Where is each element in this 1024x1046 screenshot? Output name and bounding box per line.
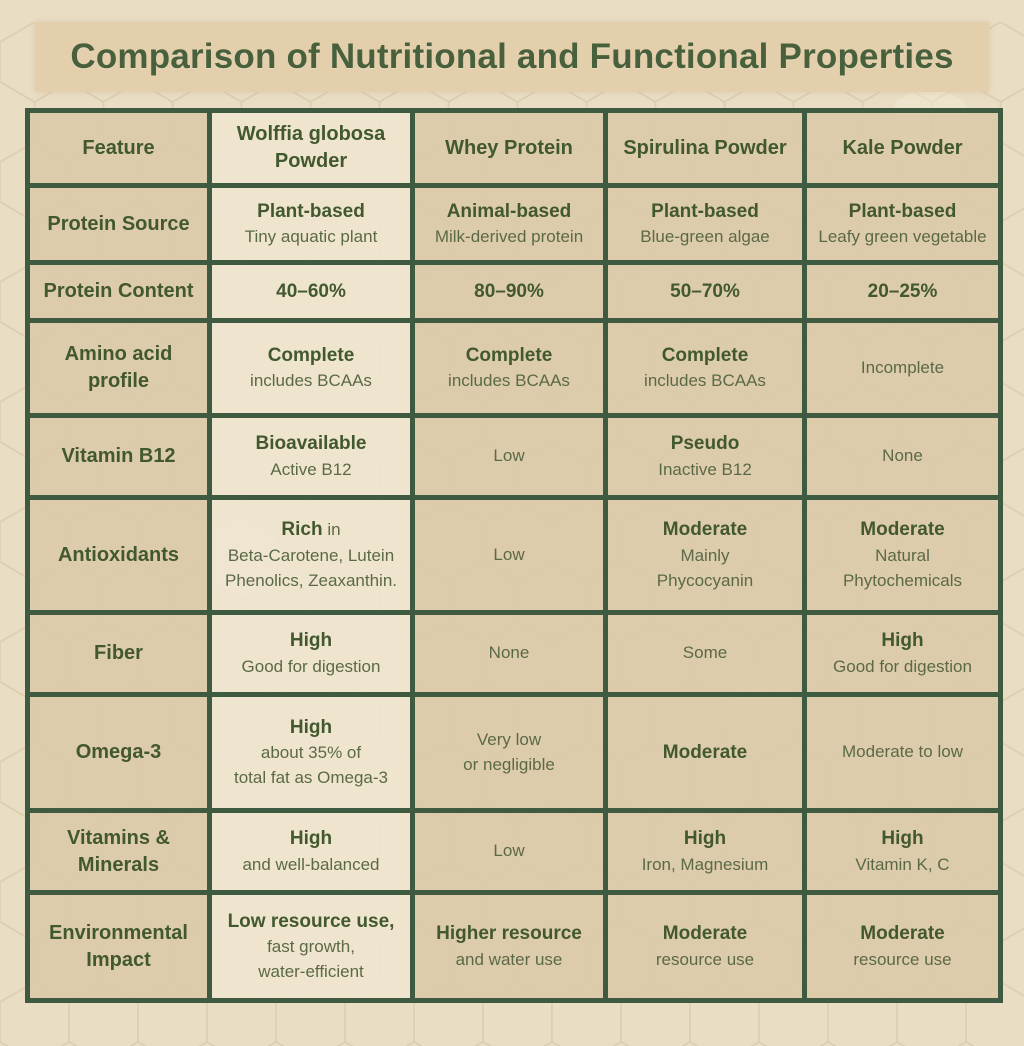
table-cell: Low resource use, fast growth, water-efficient: [210, 893, 413, 1001]
table-cell: 20–25%: [805, 263, 1001, 321]
table-cell: Plant-based Blue-green algae: [606, 186, 805, 263]
table-cell: Plant-based Tiny aquatic plant: [210, 186, 413, 263]
table-cell: Pseudo Inactive B12: [606, 416, 805, 498]
table-cell: Moderate resource use: [805, 893, 1001, 1001]
comparison-table: [25, 108, 1003, 1003]
header-cell-whey-protein: Whey Protein: [413, 111, 606, 186]
feature-label: Amino acid profile: [28, 321, 210, 416]
header-cell-wolffia-globosa-powder: Wolffia globosa Powder: [210, 111, 413, 186]
feature-label: Fiber: [28, 613, 210, 695]
table-cell: Complete includes BCAAs: [210, 321, 413, 416]
table-cell: High Vitamin K, C: [805, 811, 1001, 893]
table-cell: 50–70%: [606, 263, 805, 321]
table-row: [28, 416, 1001, 498]
table-cell: Moderate resource use: [606, 893, 805, 1001]
table-cell: Plant-based Leafy green vegetable: [805, 186, 1001, 263]
feature-label: Antioxidants: [28, 498, 210, 613]
table-cell: Complete includes BCAAs: [606, 321, 805, 416]
feature-label: Environmental Impact: [28, 893, 210, 1001]
table-row: [28, 321, 1001, 416]
table-cell: High Good for digestion: [210, 613, 413, 695]
table-row: [28, 695, 1001, 811]
header-cell-kale-powder: Kale Powder: [805, 111, 1001, 186]
table-row: [28, 613, 1001, 695]
table-cell: Animal-based Milk-derived protein: [413, 186, 606, 263]
table-cell: Complete includes BCAAs: [413, 321, 606, 416]
header-cell-spirulina-powder: Spirulina Powder: [606, 111, 805, 186]
table-row: [28, 263, 1001, 321]
table-cell: None: [805, 416, 1001, 498]
table-cell: Incomplete: [805, 321, 1001, 416]
table-cell: Rich in Beta-Carotene, Lutein Phenolics, Zeaxanthin.: [210, 498, 413, 613]
header-row: [28, 111, 1001, 186]
feature-label: Protein Source: [28, 186, 210, 263]
table-cell: Moderate Natural Phytochemicals: [805, 498, 1001, 613]
table-row: [28, 186, 1001, 263]
table-cell: High about 35% of total fat as Omega-3: [210, 695, 413, 811]
table-cell: High Good for digestion: [805, 613, 1001, 695]
table-cell: Low: [413, 416, 606, 498]
table-cell: Low: [413, 811, 606, 893]
table-cell: High and well-balanced: [210, 811, 413, 893]
table-cell: Very low or negligible: [413, 695, 606, 811]
table-cell: Higher resource and water use: [413, 893, 606, 1001]
feature-label: Vitamin B12: [28, 416, 210, 498]
table-cell: High Iron, Magnesium: [606, 811, 805, 893]
feature-label: Vitamins & Minerals: [28, 811, 210, 893]
table-cell: 40–60%: [210, 263, 413, 321]
table-cell: Some: [606, 613, 805, 695]
page-title: Comparison of Nutritional and Functional Properties: [70, 37, 954, 76]
feature-label: Omega-3: [28, 695, 210, 811]
table-cell: Moderate: [606, 695, 805, 811]
table-row: [28, 893, 1001, 1001]
table-row: [28, 811, 1001, 893]
title-banner: [35, 22, 989, 92]
infographic-page: [0, 22, 1024, 1003]
table-row: [28, 498, 1001, 613]
table-cell: Low: [413, 498, 606, 613]
table-cell: Bioavailable Active B12: [210, 416, 413, 498]
header-cell-feature: Feature: [28, 111, 210, 186]
table-cell: 80–90%: [413, 263, 606, 321]
feature-label: Protein Content: [28, 263, 210, 321]
table-cell: Moderate Mainly Phycocyanin: [606, 498, 805, 613]
table-cell: None: [413, 613, 606, 695]
table-cell: Moderate to low: [805, 695, 1001, 811]
